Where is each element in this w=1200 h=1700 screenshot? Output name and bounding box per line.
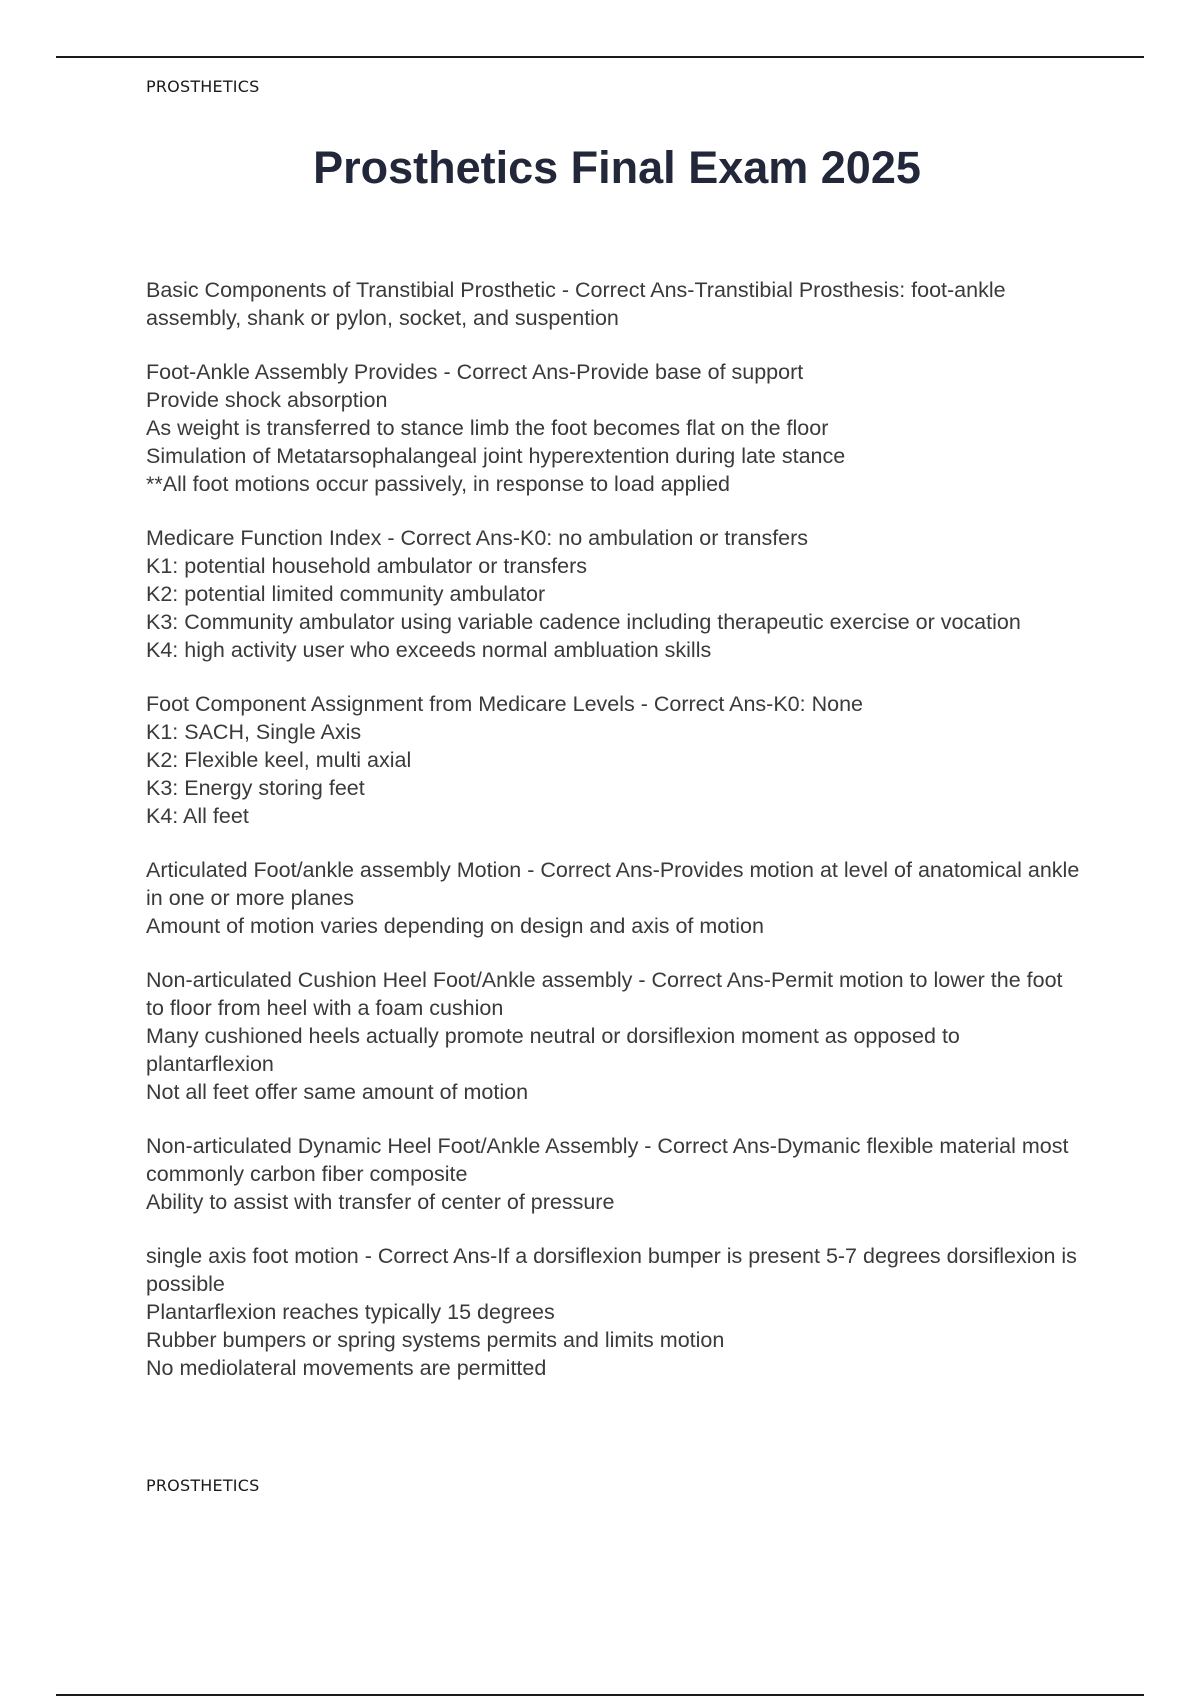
entry-line: As weight is transferred to stance limb the foot becomes flat on the floor bbox=[146, 416, 829, 440]
entry-line: Medicare Function Index - Correct Ans-K0: no ambulation or transfers bbox=[146, 526, 809, 550]
entry-line: Many cushioned heels actually promote neutral or dorsiflexion moment as opposed to plantarflexion bbox=[146, 1024, 960, 1076]
entry-line: K2: Flexible keel, multi axial bbox=[146, 748, 412, 772]
entry-line: No mediolateral movements are permitted bbox=[146, 1356, 547, 1380]
qa-entry bbox=[146, 690, 1086, 830]
entry-line: Foot Component Assignment from Medicare Levels - Correct Ans-K0: None bbox=[146, 692, 863, 716]
entry-line: Rubber bumpers or spring systems permits and limits motion bbox=[146, 1328, 725, 1352]
entry-line: K4: All feet bbox=[146, 804, 249, 828]
entry-line: Non-articulated Cushion Heel Foot/Ankle assembly - Correct Ans-Permit motion to lower the foot to floor from heel with a foam cushion bbox=[146, 968, 1063, 1020]
header-rule bbox=[56, 56, 1144, 58]
entry-line: Foot-Ankle Assembly Provides - Correct Ans-Provide base of support bbox=[146, 360, 804, 384]
footer-rule bbox=[56, 1694, 1144, 1696]
entry-line: Not all feet offer same amount of motion bbox=[146, 1080, 529, 1104]
entry-line: K4: high activity user who exceeds normal ambluation skills bbox=[146, 638, 712, 662]
entry-line: single axis foot motion - Correct Ans-If a dorsiflexion bumper is present 5-7 degrees dorsiflexion is possible bbox=[146, 1244, 1077, 1296]
entry-line: Plantarflexion reaches typically 15 degrees bbox=[146, 1300, 555, 1324]
entry-line: K3: Energy storing feet bbox=[146, 776, 365, 800]
entry-line: Amount of motion varies depending on design and axis of motion bbox=[146, 914, 764, 938]
qa-entry bbox=[146, 856, 1086, 940]
entry-line: Simulation of Metatarsophalangeal joint hyperextention during late stance bbox=[146, 444, 846, 468]
entry-line: K1: potential household ambulator or transfers bbox=[146, 554, 588, 578]
qa-entry bbox=[146, 1242, 1086, 1382]
entry-line: Provide shock absorption bbox=[146, 388, 388, 412]
entry-line: Non-articulated Dynamic Heel Foot/Ankle Assembly - Correct Ans-Dymanic flexible material most commonly carbon fiber composite bbox=[146, 1134, 1069, 1186]
entry-line: K3: Community ambulator using variable cadence including therapeutic exercise or vocation bbox=[146, 610, 1021, 634]
page-title: Prosthetics Final Exam 2025 bbox=[313, 142, 921, 193]
entry-line: K1: SACH, Single Axis bbox=[146, 720, 362, 744]
entry-line: Articulated Foot/ankle assembly Motion - Correct Ans-Provides motion at level of anatomical ankle in one or more planes bbox=[146, 858, 1080, 910]
qa-entry bbox=[146, 524, 1086, 664]
qa-entry bbox=[146, 358, 1086, 498]
running-header: PROSTHETICS bbox=[146, 77, 260, 96]
qa-entry bbox=[146, 276, 1086, 332]
qa-list bbox=[146, 276, 1086, 1408]
entry-line: Ability to assist with transfer of center of pressure bbox=[146, 1190, 615, 1214]
entry-line: **All foot motions occur passively, in response to load applied bbox=[146, 472, 731, 496]
qa-entry bbox=[146, 1132, 1086, 1216]
running-footer: PROSTHETICS bbox=[146, 1476, 260, 1495]
entry-line: K2: potential limited community ambulator bbox=[146, 582, 546, 606]
qa-entry bbox=[146, 966, 1086, 1106]
entry-line: Basic Components of Transtibial Prosthetic - Correct Ans-Transtibial Prosthesis: foot-ankle assembly, shank or pylon, socket, and suspention bbox=[146, 278, 1006, 330]
